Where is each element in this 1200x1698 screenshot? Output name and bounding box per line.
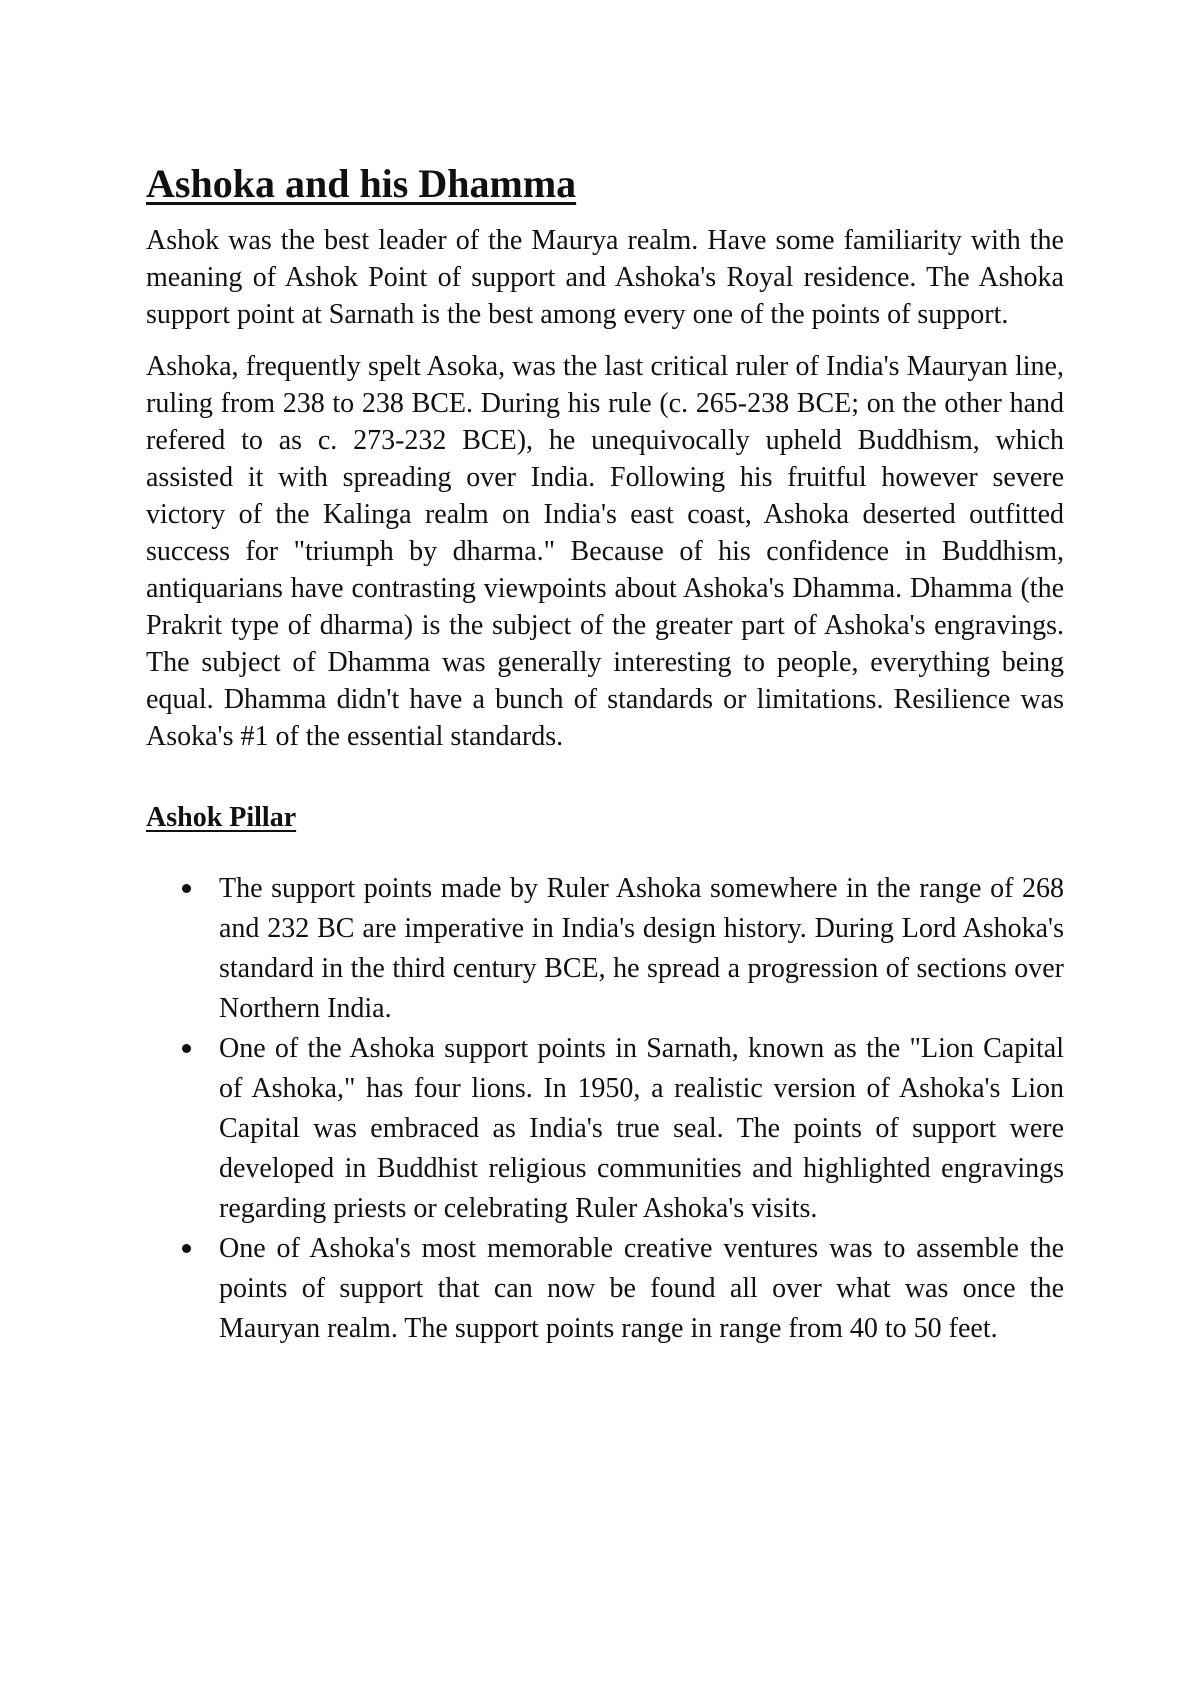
list-item xyxy=(146,1229,1064,1349)
dhamma-paragraph: Ashoka, frequently spelt Asoka, was the last critical ruler of India's Mauryan line, ruling from 238 to 238 BCE. During his rule (c. 265-238 BCE; on the other hand refered to as c. 273-232 BCE), he unequivocally upheld Buddhism, which assisted it with spreading over India. Following his fruitful however severe victory of the Kalinga realm on India's east coast, Ashoka deserted outfitted success for "triumph by dharma." Because of his confidence in Buddhism, antiquarians have contrasting viewpoints about Ashoka's Dhamma. Dhamma (the Prakrit type of dharma) is the subject of the greater part of Ashoka's engravings. The subject of Dhamma was generally interesting to people, everything being equal. Dhamma didn't have a bunch of standards or limitations. Resilience was Asoka's #1 of the essential standards. xyxy=(146,351,1064,752)
list-item-text: One of the Ashoka support points in Sarnath, known as the "Lion Capital of Ashoka," has four lions. In 1950, a realistic version of Ashoka's Lion Capital was embraced as India's true seal. The points of support were developed in Buddhist religious communities and highlighted engravings regarding priests or celebrating Ruler Ashoka's visits. xyxy=(219,1033,1064,1224)
document-title: Ashoka and his Dhamma xyxy=(146,161,577,206)
list-item-text: The support points made by Ruler Ashoka somewhere in the range of 268 and 232 BC are imperative in India's design history. During Lord Ashoka's standard in the third century BCE, he spread a progression of sections over Northern India. xyxy=(219,873,1064,1024)
section-heading-ashok-pillar: Ashok Pillar xyxy=(146,802,297,833)
list-item xyxy=(146,1029,1064,1229)
list-item-text: One of Ashoka's most memorable creative ventures was to assemble the points of support that can now be found all over what was once the Mauryan realm. The support points range in range from 40 to 50 feet. xyxy=(219,1233,1064,1344)
bullet-icon xyxy=(182,1244,191,1253)
document-body xyxy=(146,160,1064,1349)
pillar-bullet-list xyxy=(146,869,1064,1349)
intro-paragraph: Ashok was the best leader of the Maurya realm. Have some familiarity with the meaning of Ashok Point of support and Ashoka's Royal residence. The Ashoka support point at Sarnath is the best among every one of the points of support. xyxy=(146,225,1064,330)
list-item xyxy=(146,869,1064,1029)
bullet-icon xyxy=(182,1044,191,1053)
bullet-icon xyxy=(182,884,191,893)
